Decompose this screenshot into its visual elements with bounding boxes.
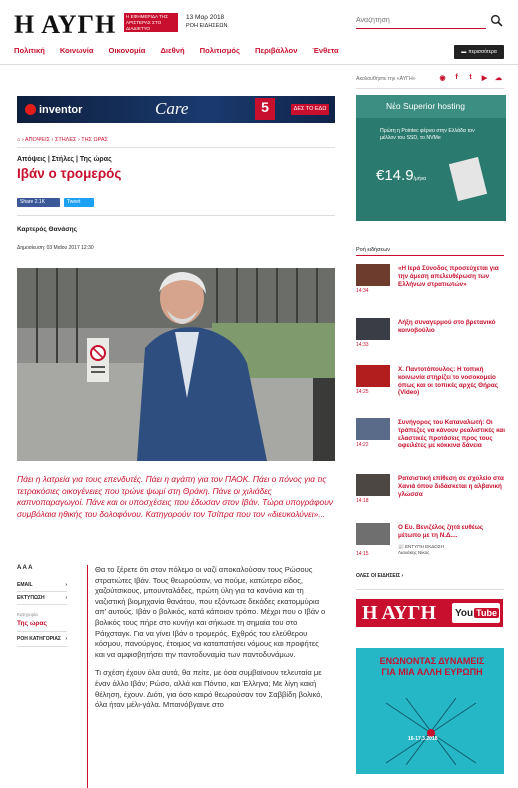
price-value: €14.9 bbox=[376, 167, 414, 184]
ssd-card-image bbox=[449, 157, 487, 201]
divider bbox=[356, 589, 504, 590]
photo-illustration bbox=[17, 268, 335, 461]
chevron-right-icon: › bbox=[65, 636, 67, 642]
breadcrumb-item[interactable]: ΑΠΟΨΕΙΣ bbox=[24, 137, 51, 143]
ad-price bbox=[376, 167, 426, 184]
category-label: Κατηγορία bbox=[17, 612, 38, 617]
news-time: 14:15 bbox=[356, 551, 369, 557]
font-size-control[interactable]: A A A bbox=[17, 565, 33, 571]
share-label: Share 2.1K bbox=[20, 199, 46, 205]
news-thumbnail bbox=[356, 264, 390, 286]
article-title: Ιβάν ο τρομερός bbox=[17, 166, 122, 181]
nav-item[interactable]: Πολιτική bbox=[14, 46, 45, 55]
category-feed-link[interactable] bbox=[17, 632, 67, 647]
article-tools bbox=[17, 565, 67, 647]
all-news-link[interactable]: ΟΛΕΣ ΟΙ ΕΙΔΗΣΕΙΣ › bbox=[356, 573, 404, 579]
news-thumbnail bbox=[356, 365, 390, 387]
tweet-button[interactable] bbox=[64, 198, 94, 207]
news-headline[interactable]: Λήξη συναγερμού στο βρετανικό κοινοβούλιο bbox=[398, 319, 496, 334]
email-button[interactable] bbox=[17, 579, 67, 592]
ad-brand: inventor bbox=[39, 103, 83, 116]
breadcrumb-item[interactable]: ΣΤΗΛΕΣ bbox=[54, 137, 77, 143]
news-item[interactable] bbox=[356, 418, 506, 450]
event-ad[interactable] bbox=[356, 648, 504, 788]
news-item[interactable] bbox=[356, 264, 506, 296]
social-links bbox=[438, 73, 503, 82]
news-thumbnail bbox=[356, 318, 390, 340]
article-photo bbox=[17, 268, 335, 461]
category-feed-label: ΡΟΗ ΚΑΤΗΓΟΡΙΑΣ bbox=[17, 636, 61, 642]
ad-prefix: Νέο bbox=[386, 101, 401, 111]
article-lead: Πάει η λατρεία για τους επενδυτές. Πάει η αγάπη για τον ΠΑΟΚ. Πάει ο πόνος για τις τετρακόσιες οικογένειες που τρώνε ψωμί στη Θράκη. Πάνε οι χιλιάδες καπνοπαραγωγοί. Πάνε και οι υποσχέσεις που έδωσαν στον Ιβάν. Τώρα υπογράφουν συμβόλαια ηθικής του δολοφόνου. Κατηγορούν τον Τσίπρα που τον «διευκολύνει»... bbox=[17, 474, 333, 519]
nav-item[interactable]: Διεθνή bbox=[160, 46, 185, 55]
news-time: 14:34 bbox=[356, 288, 369, 294]
ad-title: Superior hosting bbox=[403, 101, 465, 111]
event-date: 16-17.3.2018 bbox=[408, 736, 438, 742]
header-date: 13 Μαρ 2018 bbox=[186, 14, 225, 21]
price-period: /μήνα bbox=[413, 176, 426, 182]
news-time: 14:18 bbox=[356, 498, 369, 504]
ad-badge: 5 bbox=[255, 98, 275, 120]
news-item[interactable] bbox=[356, 318, 506, 350]
ad-header bbox=[356, 95, 506, 118]
breadcrumb: ⌂ › ΑΠΟΨΕΙΣ › ΣΤΗΛΕΣ › ΤΗΣ ΩΡΑΣ bbox=[17, 137, 108, 143]
facebook-share-button[interactable] bbox=[17, 198, 60, 207]
news-headline[interactable]: Χ. Παντοτόπουλος: Η τοπική κοινωνία στηρίζει το νοσοκομείο όπως και οι τοπικές αρχές Θήρας (Video) bbox=[398, 366, 498, 397]
news-time: 14:22 bbox=[356, 442, 369, 448]
avgi-logo: Η ΑΥΓΗ bbox=[362, 601, 437, 624]
news-time: 14:33 bbox=[356, 342, 369, 348]
tweet-label: Tweet bbox=[67, 199, 81, 205]
news-feed-title: Ροή ειδήσεων bbox=[356, 247, 390, 253]
article-body bbox=[95, 565, 330, 719]
youtube-logo bbox=[452, 603, 500, 623]
event-sponsors bbox=[356, 774, 504, 788]
facebook-icon[interactable]: f bbox=[455, 74, 458, 81]
body-divider bbox=[87, 565, 88, 788]
print-button[interactable] bbox=[17, 592, 67, 605]
inventor-logo-icon bbox=[25, 104, 36, 115]
news-source: 📰 ΕΝΤΥΠΗ ΕΚΔΟΣΗ Λιανάκης Νίκος bbox=[398, 544, 444, 555]
epaper-label: περισσότερα bbox=[468, 49, 497, 55]
category-link[interactable]: Της ώρας bbox=[17, 620, 67, 632]
hosting-ad[interactable] bbox=[356, 95, 506, 221]
event-graphic bbox=[376, 693, 486, 768]
search-icon[interactable] bbox=[490, 14, 503, 27]
epaper-button[interactable] bbox=[454, 45, 504, 59]
divider bbox=[17, 147, 335, 148]
news-headline[interactable]: Ρατσιστική επίθεση σε σχολείο στα Χανιά όπου διδάσκεται η αλβανική γλώσσα bbox=[398, 475, 504, 498]
divider bbox=[17, 215, 335, 216]
body-paragraph: Τι σχέση έχουν όλα αυτά, θα πείτε, με όσα συμβαίνουν τελευταία με έναν άλλο Ιβάν; Ρώσο, αλλά και Πόντιο, και Έλληνα; Με λίγη κακή θέληση, έχουν. Διότι, για όσο καιρό θεωρούσαν τον Σαββίδη βολικό, όλα ήταν μέλι-γάλα. Μπαινόβγαινε στο bbox=[95, 668, 323, 710]
news-headline[interactable]: Συνήγορος του Καταναλωτή: Οι τράπεζες να κάνουν ρεαλιστικές και ελαστικές προτάσεις προς τους οφειλέτες με κόκκινα δάνεια bbox=[398, 419, 506, 450]
youtube-tube: Tube bbox=[476, 608, 497, 618]
section-path[interactable]: Απόψεις | Στήλες | Της ώρας bbox=[17, 156, 112, 163]
tool-label: EMAIL bbox=[17, 582, 33, 588]
rss-icon[interactable]: ◉ bbox=[439, 74, 446, 82]
chevron-right-icon: › bbox=[65, 582, 67, 588]
ad-banner[interactable] bbox=[17, 96, 335, 123]
youtube-icon[interactable]: ▶ bbox=[481, 74, 488, 82]
news-headline[interactable]: Ο Ευ. Βενιζέλος ζητά ευθέως μέτωπο με τη Ν.Δ.... bbox=[398, 524, 484, 539]
main-nav bbox=[14, 46, 354, 55]
news-item[interactable] bbox=[356, 365, 506, 397]
nav-item[interactable]: Κοινωνία bbox=[59, 46, 94, 55]
nav-item[interactable]: Οικονομία bbox=[108, 46, 146, 55]
divider bbox=[356, 88, 504, 89]
breadcrumb-item[interactable]: ΤΗΣ ΩΡΑΣ bbox=[81, 137, 108, 143]
article-author[interactable]: Καρτερός Θανάσης bbox=[17, 226, 78, 233]
home-icon[interactable]: ⌂ bbox=[17, 137, 21, 143]
search-input[interactable] bbox=[356, 13, 486, 29]
twitter-icon[interactable]: t bbox=[469, 74, 472, 81]
news-feed-link[interactable]: ΡΟΗ ΕΙΔΗΣΕΩΝ bbox=[186, 23, 228, 29]
newspaper-icon: ▬ bbox=[461, 49, 467, 55]
ad-text: Πρώτη η Pointec φέρνει στην Ελλάδα τον μέλλον του SSD, το NVMe bbox=[380, 128, 475, 141]
news-thumbnail bbox=[356, 523, 390, 545]
publish-date: Δημοσίευση: 03 Μαΐου 2017 12:30 bbox=[17, 245, 94, 251]
nav-item[interactable]: Πολιτισμός bbox=[199, 46, 240, 55]
ad-product: Care bbox=[155, 99, 189, 118]
news-feed-divider bbox=[356, 255, 504, 256]
follow-label: Ακολουθήστε την «ΑΥΓΗ» bbox=[356, 76, 416, 82]
avgi-youtube-banner[interactable] bbox=[356, 599, 503, 627]
news-thumbnail bbox=[356, 418, 390, 440]
soundcloud-icon[interactable]: ☁ bbox=[495, 74, 502, 82]
news-headline[interactable]: «Η Ιερά Σύνοδος προσεύχεται για την άμεση απελευθέρωση των Ελλήνων στρατιωτών» bbox=[398, 265, 499, 288]
news-thumbnail bbox=[356, 474, 390, 496]
news-time: 14:25 bbox=[356, 389, 369, 395]
youtube-you: You bbox=[455, 607, 474, 619]
body-paragraph: Θα το ξέρετε ότι στον πόλεμο οι ναζί αποκαλούσαν τους Ρώσους στρατιώτες Ιβάν. Τους θεωρούσαν, να πούμε, κατώτερο είδος, χαζούτσικους, μπουνταλάδες, πρώτη ύλη για τα κανόνια και τη ναζιστική βιομηχανία θανάτου, που εξόντωσε δεκάδες εκατομμύρια απ' αυτούς. Ιβάν ο βολικός, κατά κάποιον τρόπο. Μέχρι που ο Ιβάν ο βολικός τους πήρε στο κυνήγι και σήκωσε τη σημαία του στο Ράιχσταγκ. Για να γίνει Ιβάν ο τρομερός. Εχθρός του ελεύθερου κόσμου, πανούργος, έτοιμος να καταπατήσει νόμους και προφήτες και να αμφισβητήσει την παντοδυναμία των παντοδυνάμων. bbox=[95, 565, 326, 659]
header-divider bbox=[0, 64, 518, 65]
ad-cta-button[interactable]: ΔΕΣ ΤΟ ΕΔΩ bbox=[291, 104, 329, 115]
news-item[interactable] bbox=[356, 474, 506, 506]
site-logo[interactable]: Η ΑΥΓΗ bbox=[14, 10, 117, 39]
nav-item[interactable]: Ένθετα bbox=[312, 46, 339, 55]
tool-label: ΕΚΤΥΠΩΣΗ bbox=[17, 595, 45, 601]
nav-item[interactable]: Περιβάλλον bbox=[255, 46, 298, 55]
event-title: ΕΝΩΝΟΝΤΑΣ ΔΥΝΑΜΕΙΣ ΓΙΑ ΜΙΑ ΑΛΛΗ ΕΥΡΩΠΗ bbox=[379, 656, 485, 677]
chevron-right-icon: › bbox=[65, 595, 67, 601]
news-item[interactable] bbox=[356, 523, 506, 559]
site-tagline: Η ΕΦΗΜΕΡΙΔΑ ΤΗΣ ΑΡΙΣΤΕΡΑΣ ΣΤΟ ΔΙΑΔΙΚΤΥΟ bbox=[124, 13, 178, 32]
